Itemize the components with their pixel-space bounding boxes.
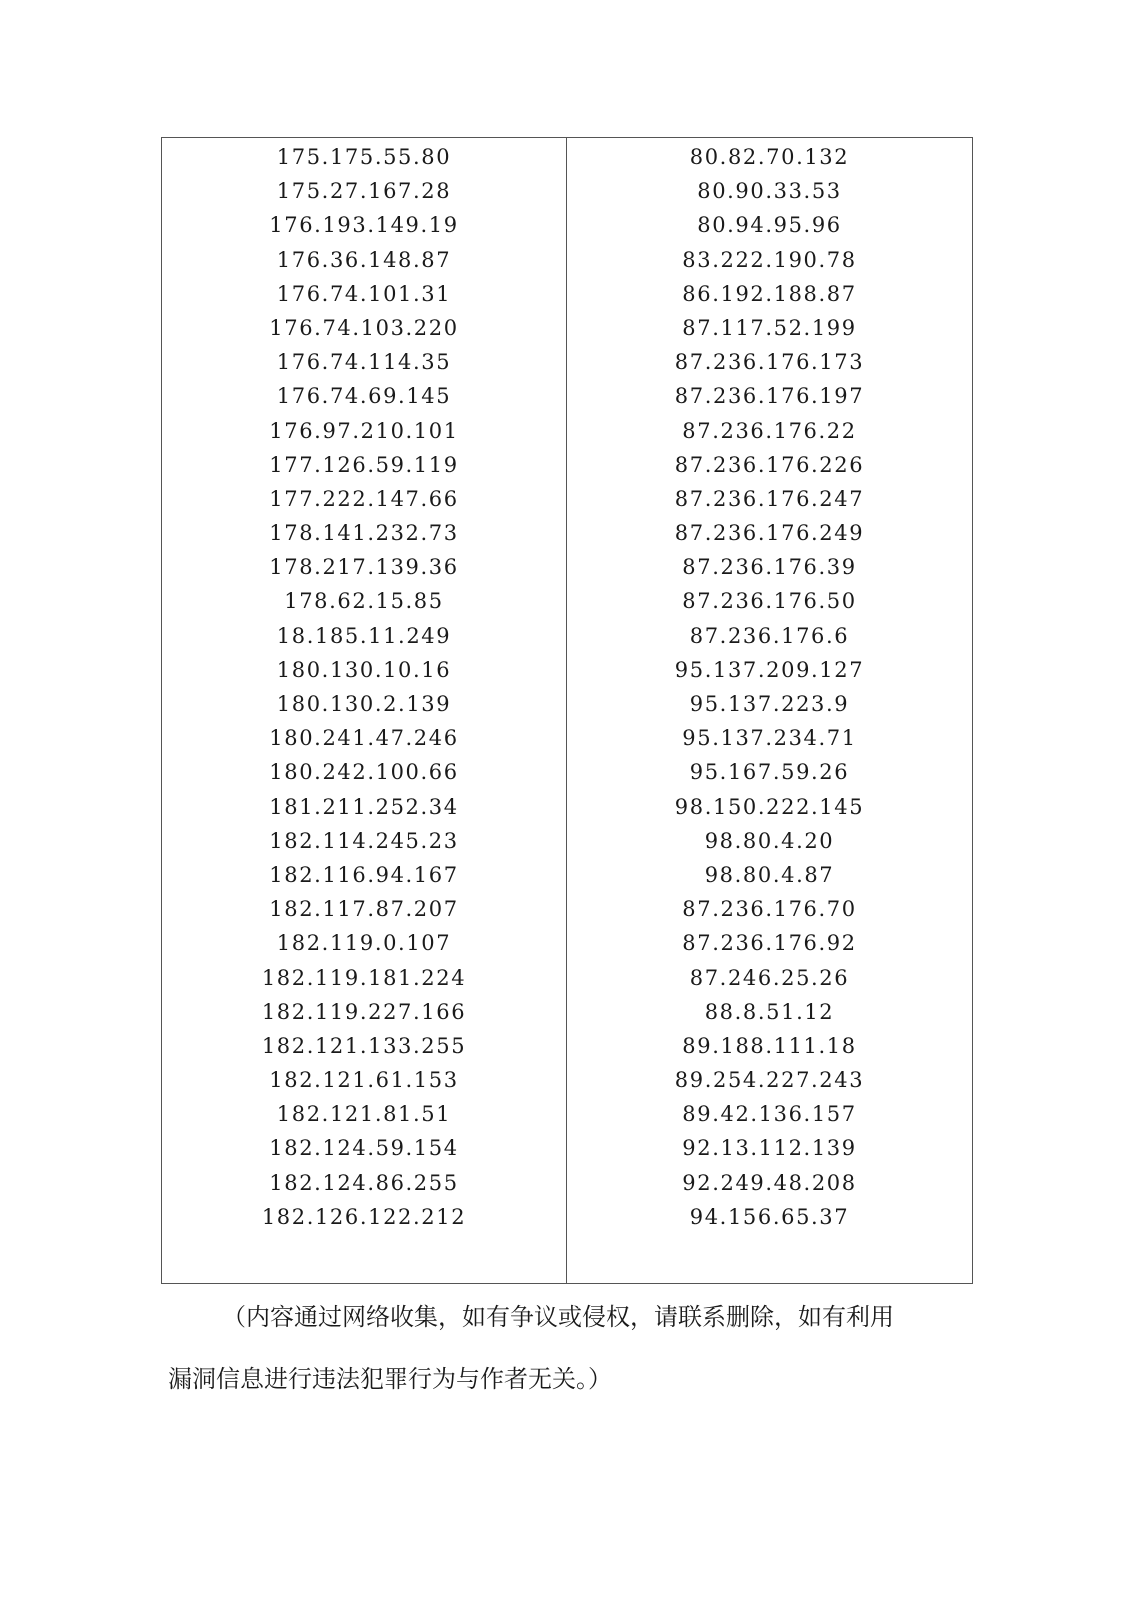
ip-address-cell: 182.121.133.255 — [261, 1033, 467, 1058]
ip-address-cell: 98.80.4.20 — [704, 828, 835, 853]
ip-address-cell: 175.27.167.28 — [276, 179, 452, 204]
ip-address-cell: 87.236.176.92 — [682, 931, 857, 956]
ip-address-cell: 18.185.11.249 — [276, 623, 452, 648]
ip-address-cell: 182.121.61.153 — [269, 1068, 459, 1093]
ip-address-cell: 95.137.223.9 — [689, 692, 850, 716]
ip-address-cell: 87.236.176.249 — [674, 521, 865, 546]
ip-address-cell: 80.82.70.132 — [689, 145, 850, 169]
ip-address-cell: 87.236.176.6 — [689, 623, 850, 648]
ip-address-cell: 177.222.147.66 — [269, 486, 459, 511]
ip-address-cell: 178.141.232.73 — [269, 521, 459, 546]
ip-address-cell: 180.130.2.139 — [276, 692, 452, 716]
ip-address-cell: 88.8.51.12 — [704, 999, 835, 1024]
ip-address-cell: 98.80.4.87 — [704, 862, 835, 887]
ip-address-cell: 176.193.149.19 — [269, 213, 459, 238]
ip-address-cell: 176.97.210.101 — [269, 418, 459, 443]
ip-address-cell: 87.236.176.247 — [674, 486, 865, 511]
ip-address-cell: 176.74.69.145 — [276, 384, 452, 409]
ip-address-cell: 89.42.136.157 — [682, 1102, 857, 1127]
ip-address-cell: 87.236.176.197 — [674, 384, 865, 409]
ip-address-cell: 176.74.114.35 — [276, 350, 452, 375]
ip-address-cell: 182.117.87.207 — [269, 897, 459, 922]
ip-address-cell: 80.94.95.96 — [697, 213, 842, 238]
ip-address-cell: 87.236.176.70 — [682, 897, 857, 922]
ip-address-cell: 177.126.59.119 — [269, 452, 459, 477]
ip-address-cell: 175.175.55.80 — [276, 145, 452, 169]
ip-address-cell: 87.117.52.199 — [682, 315, 857, 340]
ip-address-cell: 182.119.181.224 — [261, 965, 467, 990]
ip-address-cell: 95.137.209.127 — [674, 657, 865, 682]
ip-address-cell: 92.13.112.139 — [682, 1136, 857, 1161]
ip-address-cell: 182.124.86.255 — [269, 1170, 459, 1195]
ip-address-cell: 180.241.47.246 — [269, 726, 459, 751]
ip-address-cell: 80.90.33.53 — [697, 179, 842, 204]
ip-address-cell: 87.236.176.50 — [682, 589, 857, 614]
ip-address-cell: 178.217.139.36 — [269, 555, 459, 580]
ip-address-cell: 182.124.59.154 — [269, 1136, 459, 1161]
ip-address-cell: 87.236.176.226 — [674, 452, 865, 477]
ip-address-cell: 95.167.59.26 — [689, 760, 850, 785]
ip-address-cell: 95.137.234.71 — [682, 726, 857, 751]
ip-column-right — [567, 138, 972, 1283]
ip-address-cell: 182.119.227.166 — [261, 999, 467, 1024]
ip-address-cell: 182.114.245.23 — [269, 828, 459, 853]
ip-address-cell: 180.242.100.66 — [269, 760, 459, 785]
ip-address-cell: 86.192.188.87 — [682, 281, 857, 306]
ip-address-cell: 89.188.111.18 — [682, 1033, 857, 1058]
ip-address-cell: 89.254.227.243 — [674, 1068, 865, 1093]
ip-address-cell: 182.126.122.212 — [261, 1204, 467, 1229]
ip-address-cell: 94.156.65.37 — [689, 1204, 850, 1229]
ip-address-cell: 92.249.48.208 — [682, 1170, 857, 1195]
ip-address-cell: 87.246.25.26 — [689, 965, 850, 990]
ip-address-cell: 182.116.94.167 — [269, 862, 459, 887]
ip-address-cell: 176.74.103.220 — [269, 315, 459, 340]
ip-address-cell: 87.236.176.173 — [674, 350, 865, 375]
ip-address-cell: 98.150.222.145 — [674, 794, 865, 819]
ip-address-cell: 182.121.81.51 — [276, 1102, 452, 1127]
disclaimer-line-2: 漏洞信息进行违法犯罪行为与作者无关。） — [168, 1365, 612, 1393]
ip-column-left — [162, 138, 567, 1283]
ip-address-cell: 182.119.0.107 — [276, 931, 452, 956]
ip-address-cell: 176.36.148.87 — [276, 247, 452, 272]
ip-address-cell: 87.236.176.22 — [682, 418, 857, 443]
ip-address-cell: 180.130.10.16 — [276, 657, 452, 682]
ip-address-cell: 176.74.101.31 — [276, 281, 452, 306]
ip-address-table — [161, 137, 973, 1284]
ip-address-cell: 83.222.190.78 — [682, 247, 857, 272]
ip-address-cell: 178.62.15.85 — [284, 589, 444, 614]
ip-address-cell: 87.236.176.39 — [682, 555, 857, 580]
ip-address-cell: 181.211.252.34 — [269, 794, 459, 819]
disclaimer-line-1: （内容通过网络收集，如有争议或侵权，请联系删除，如有利用 — [222, 1303, 894, 1331]
